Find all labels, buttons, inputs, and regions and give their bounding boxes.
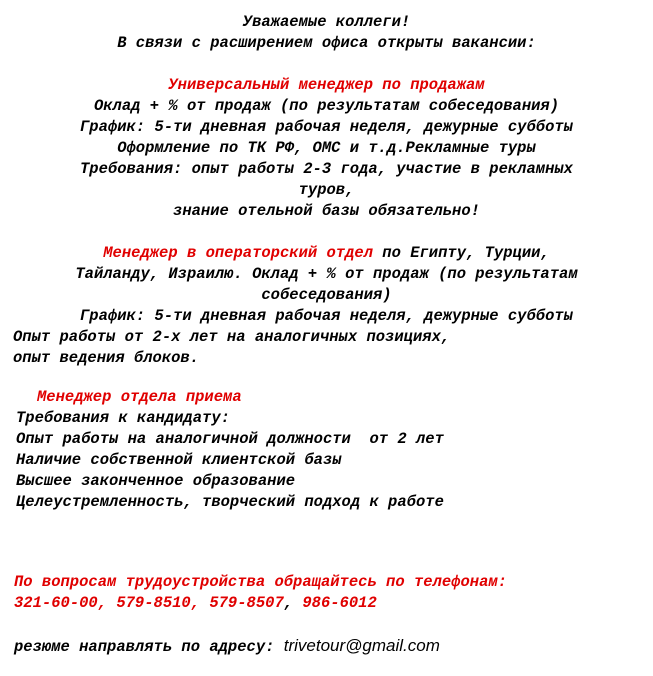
vacancy-2-line: собеседования) (261, 286, 392, 304)
resume-line (14, 635, 440, 658)
phone-separator: , (283, 594, 294, 612)
vacancy-3-line: Высшее законченное образование (16, 472, 296, 490)
vacancy-1-line: График: 5-ти дневная рабочая неделя, дежурные субботы (80, 118, 573, 136)
vacancy-2-title: Менеджер в операторский отдел (103, 244, 373, 262)
vacancy-3-line: Требования к кандидату: (16, 409, 230, 427)
vacancy-2-line: Опыт работы от 2-х лет на аналогичных позициях, (13, 328, 451, 346)
vacancy-2-heading (0, 243, 653, 264)
vacancy-3-title: Менеджер отдела приема (37, 388, 242, 406)
greeting-line: Уважаемые коллеги! (242, 13, 411, 31)
email-link[interactable]: trivetour@gmail.com (283, 636, 440, 655)
contact-phones (14, 593, 377, 614)
phone-number-last: 986-6012 (293, 594, 377, 612)
vacancy-1-title: Универсальный менеджер по продажам (168, 76, 485, 94)
vacancy-1-line: Требования: опыт работы 2-3 года, участие в рекламных (80, 160, 573, 178)
vacancy-1-line: знание отельной базы обязательно! (173, 202, 480, 220)
intro-line: В связи с расширением офиса открыты вакансии: (117, 34, 536, 52)
vacancy-2-line: График: 5-ти дневная рабочая неделя, дежурные субботы (80, 307, 573, 325)
vacancy-3-line: Опыт работы на аналогичной должности от 2 лет (16, 430, 444, 448)
vacancy-2-line: Тайланду, Израилю. Оклад + % от продаж (по результатам (75, 265, 578, 283)
vacancy-1-line: Оформление по ТК РФ, ОМС и т.д.Рекламные туры (117, 139, 536, 157)
phone-numbers: 321-60-00, 579-8510, 579-8507 (14, 594, 284, 612)
resume-label: резюме направлять по адресу: (14, 638, 284, 656)
vacancy-3-line: Наличие собственной клиентской базы (16, 451, 342, 469)
contact-phones-label: По вопросам трудоустройства обращайтесь по телефонам: (14, 573, 507, 591)
vacancy-1-line: туров, (298, 181, 355, 199)
vacancy-3-line: Целеустремленность, творческий подход к работе (16, 493, 444, 511)
vacancy-1-line: Оклад + % от продаж (по результатам собеседования) (93, 97, 560, 115)
vacancy-2-title-rest: по Египту, Турции, (373, 244, 550, 262)
vacancy-2-line: опыт ведения блоков. (13, 349, 200, 367)
